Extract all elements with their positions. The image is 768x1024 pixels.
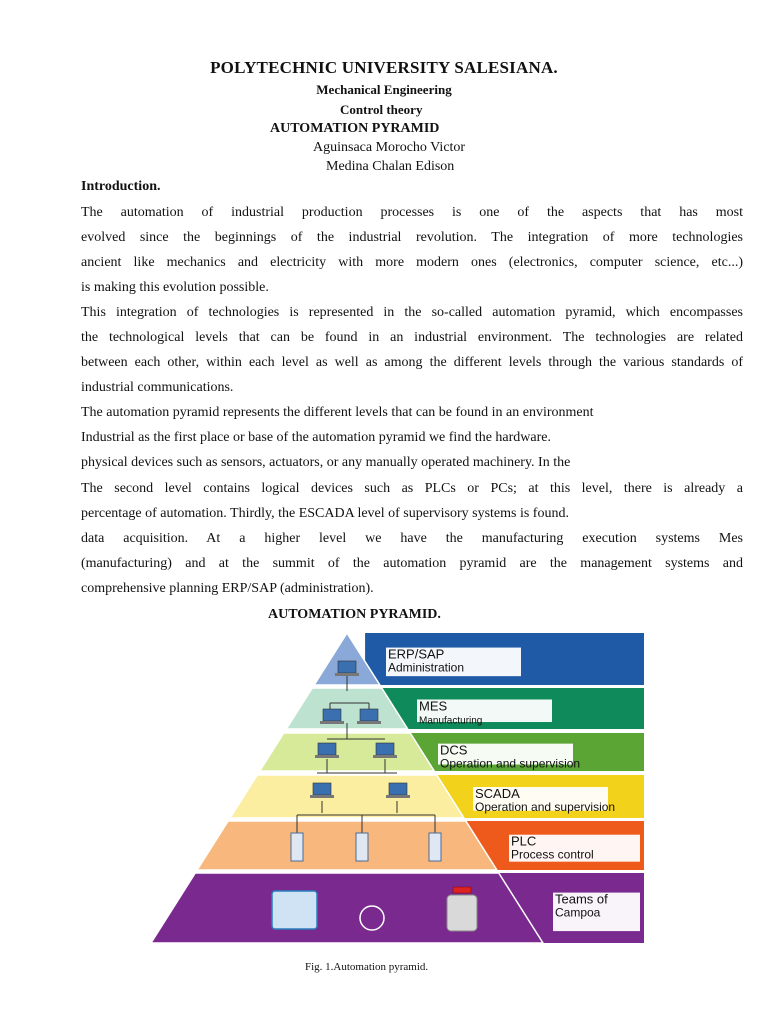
valve-icon	[447, 895, 477, 931]
laptop-base	[386, 795, 410, 798]
pyramid-level	[197, 821, 497, 870]
sensor-icon	[272, 891, 317, 929]
level-name: DCS	[440, 742, 468, 758]
introduction-heading: Introduction.	[81, 179, 161, 194]
intro-line: The automation pyramid represents the different levels that can be found in an environment	[81, 405, 594, 420]
level-desc: Manufacturing	[419, 715, 483, 727]
plc-icon	[356, 833, 368, 861]
level-name: Teams of	[555, 891, 608, 907]
intro-line: ancient like mechanics and electricity with more modern ones (electronics, computer science, etc...)	[81, 255, 743, 270]
level-desc: Administration	[388, 660, 465, 675]
level-desc: Operation and supervision	[475, 800, 616, 815]
laptop-icon	[318, 743, 336, 755]
laptop-icon	[389, 783, 407, 795]
laptop-icon	[313, 783, 331, 795]
intro-line: data acquisition. At a higher level we have the manufacturing execution systems Mes	[81, 531, 743, 546]
plc-icon	[291, 833, 303, 861]
author-1: Aguinsaca Morocho Victor	[313, 140, 466, 155]
figure-caption: Fig. 1.Automation pyramid.	[305, 961, 429, 973]
laptop-base	[320, 721, 344, 724]
laptop-icon	[360, 709, 378, 721]
server-icon	[338, 661, 356, 673]
university-title: POLYTECHNIC UNIVERSITY SALESIANA.	[210, 58, 558, 77]
intro-line: evolved since the beginnings of the industrial revolution. The integration of more technologies	[81, 230, 743, 245]
intro-line: (manufacturing) and at the summit of the automation pyramid are the management systems and	[81, 556, 743, 571]
level-desc: Campoa	[555, 905, 601, 920]
plc-icon	[429, 833, 441, 861]
laptop-base	[335, 673, 359, 676]
laptop-icon	[323, 709, 341, 721]
level-name: MES	[419, 698, 448, 714]
valve-handle-icon	[453, 887, 471, 893]
intro-line: industrial communications.	[81, 380, 234, 395]
department: Mechanical Engineering	[316, 82, 452, 97]
level-name: SCADA	[475, 786, 520, 802]
intro-line: comprehensive planning ERP/SAP (administration).	[81, 581, 374, 596]
laptop-base	[310, 795, 334, 798]
level-name: ERP/SAP	[388, 646, 445, 662]
laptop-base	[373, 755, 397, 758]
laptop-icon	[376, 743, 394, 755]
level-desc: Operation and supervision	[440, 756, 581, 771]
intro-line: Industrial as the first place or base of the automation pyramid we find the hardware.	[81, 430, 552, 445]
pyramid-level	[151, 873, 543, 943]
intro-line: is making this evolution possible.	[81, 280, 269, 295]
level-name: PLC	[511, 833, 537, 849]
intro-line: This integration of technologies is represented in the so-called automation pyramid, which encompasses	[81, 305, 743, 320]
intro-line: The second level contains logical devices such as PLCs or PCs; at this level, there is already a	[81, 481, 743, 496]
laptop-base	[357, 721, 381, 724]
pyramid-level	[230, 775, 464, 818]
automation-pyramid-figure	[147, 633, 645, 945]
intro-line: The automation of industrial production processes is one of the aspects that has most	[81, 205, 743, 220]
intro-line: between each other, within each level as well as among the different levels through the various standards of	[81, 355, 743, 370]
intro-line: the technological levels that can be found in an industrial environment. The technologies are related	[81, 330, 743, 345]
level-desc: Process control	[511, 847, 594, 862]
intro-line: physical devices such as sensors, actuators, or any manually operated machinery. In the	[81, 455, 571, 470]
author-2: Medina Chalan Edison	[326, 159, 455, 174]
laptop-base	[315, 755, 339, 758]
intro-line: percentage of automation. Thirdly, the ESCADA level of supervisory systems is found.	[81, 506, 569, 521]
paper-title: AUTOMATION PYRAMID	[270, 121, 440, 136]
figure-heading: AUTOMATION PYRAMID.	[268, 607, 441, 622]
course: Control theory	[340, 102, 423, 117]
